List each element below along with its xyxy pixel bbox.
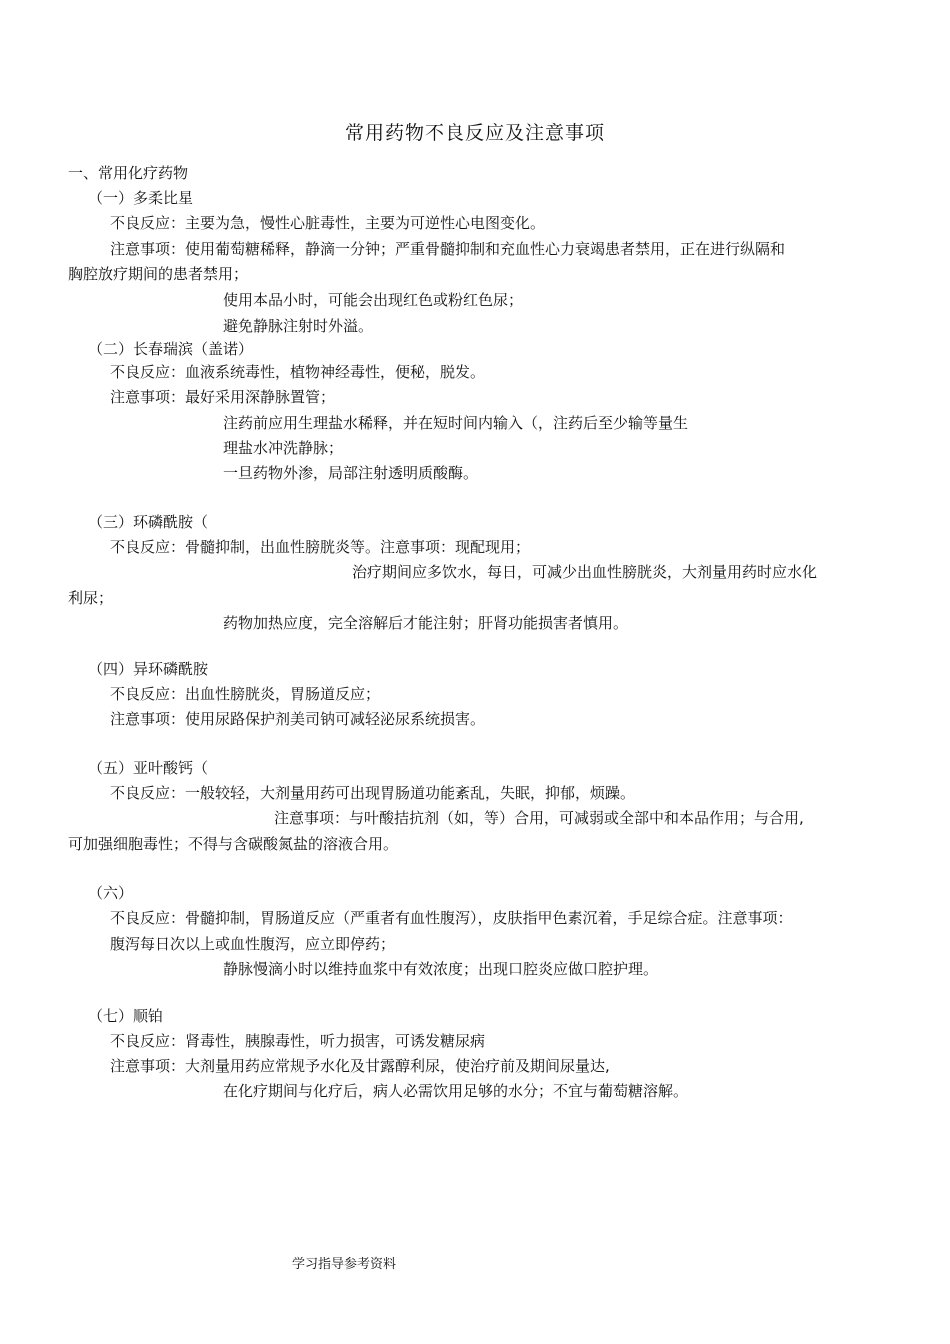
precaution-text: 药物加热应度，完全溶解后才能注射；肝肾功能损害者慎用。: [223, 614, 629, 632]
precaution-text: 可加强细胞毒性；不得与含碳酸氮盐的溶液合用。: [68, 835, 399, 853]
precaution-text: 腹泻每日次以上或血性腹泻，应立即停药；: [110, 935, 396, 953]
adverse-reaction-text: 不良反应：骨髓抑制，出血性膀胱炎等。注意事项：现配现用；: [110, 538, 531, 556]
precaution-text: 注意事项：使用葡萄糖稀释，静滴一分钟；严重骨髓抑制和充血性心力衰竭患者禁用，正在进行纵隔和: [110, 240, 786, 258]
drug-heading: （七）顺铂: [88, 1007, 164, 1025]
precaution-text: 使用本品小时，可能会出现红色或粉红色尿；: [223, 291, 524, 309]
drug-heading: （一）多柔比星: [88, 189, 194, 207]
adverse-reaction-text: 不良反应：主要为急，慢性心脏毒性，主要为可逆性心电图变化。: [110, 214, 546, 232]
adverse-reaction-text: 不良反应：血液系统毒性，植物神经毒性，便秘，脱发。: [110, 363, 486, 381]
precaution-text: 胸腔放疗期间的患者禁用；: [68, 265, 249, 283]
page-title: 常用药物不良反应及注意事项: [344, 122, 605, 144]
drug-heading: （二）长春瑞滨（盖诺）: [88, 340, 254, 358]
precaution-text: 注意事项：与叶酸拮抗剂（如，等）合用，可减弱或全部中和本品作用；与合用,: [274, 809, 804, 827]
adverse-reaction-text: 不良反应：出血性膀胱炎，胃肠道反应；: [110, 685, 381, 703]
precaution-text: 在化疗期间与化疗后，病人必需饮用足够的水分；不宜与葡萄糖溶解。: [223, 1082, 689, 1100]
drug-heading: （三）环磷酰胺（: [88, 513, 209, 531]
adverse-reaction-text: 不良反应：一般较轻，大剂量用药可出现胃肠道功能紊乱，失眠，抑郁，烦躁。: [110, 784, 636, 802]
drug-heading: （六）: [88, 884, 134, 902]
precaution-text: 注意事项：使用尿路保护剂美司钠可减轻泌尿系统损害。: [110, 710, 486, 728]
precaution-text: 注意事项：大剂量用药应常规予水化及甘露醇利尿，使治疗前及期间尿量达,: [110, 1057, 610, 1075]
precaution-text: 注药前应用生理盐水稀释，并在短时间内输入（，注药后至少输等量生: [223, 414, 689, 432]
drug-heading: （四）异环磷酰胺: [88, 660, 209, 678]
precaution-text: 治疗期间应多饮水，每日，可减少出血性膀胱炎，大剂量用药时应水化: [352, 563, 818, 581]
precaution-text: 避免静脉注射时外溢。: [223, 317, 374, 335]
precaution-text: 一旦药物外渗，局部注射透明质酸酶。: [223, 464, 479, 482]
precaution-text: 静脉慢滴小时以维持血浆中有效浓度；出现口腔炎应做口腔护理。: [223, 960, 659, 978]
adverse-reaction-text: 不良反应：骨髓抑制，胃肠道反应（严重者有血性腹泻），皮肤指甲色素沉着，手足综合症。注意事项：: [110, 909, 793, 927]
precaution-text: 利尿；: [68, 589, 114, 607]
adverse-reaction-text: 不良反应：肾毒性，胰腺毒性，听力损害，可诱发糖尿病: [110, 1032, 486, 1050]
drug-heading: （五）亚叶酸钙（: [88, 759, 209, 777]
precaution-text: 注意事项：最好采用深静脉置管；: [110, 388, 336, 406]
page-footer: 学习指导参考资料: [292, 1257, 397, 1272]
section-heading: 一、常用化疗药物: [68, 164, 189, 182]
precaution-text: 理盐水冲洗静脉；: [223, 439, 344, 457]
